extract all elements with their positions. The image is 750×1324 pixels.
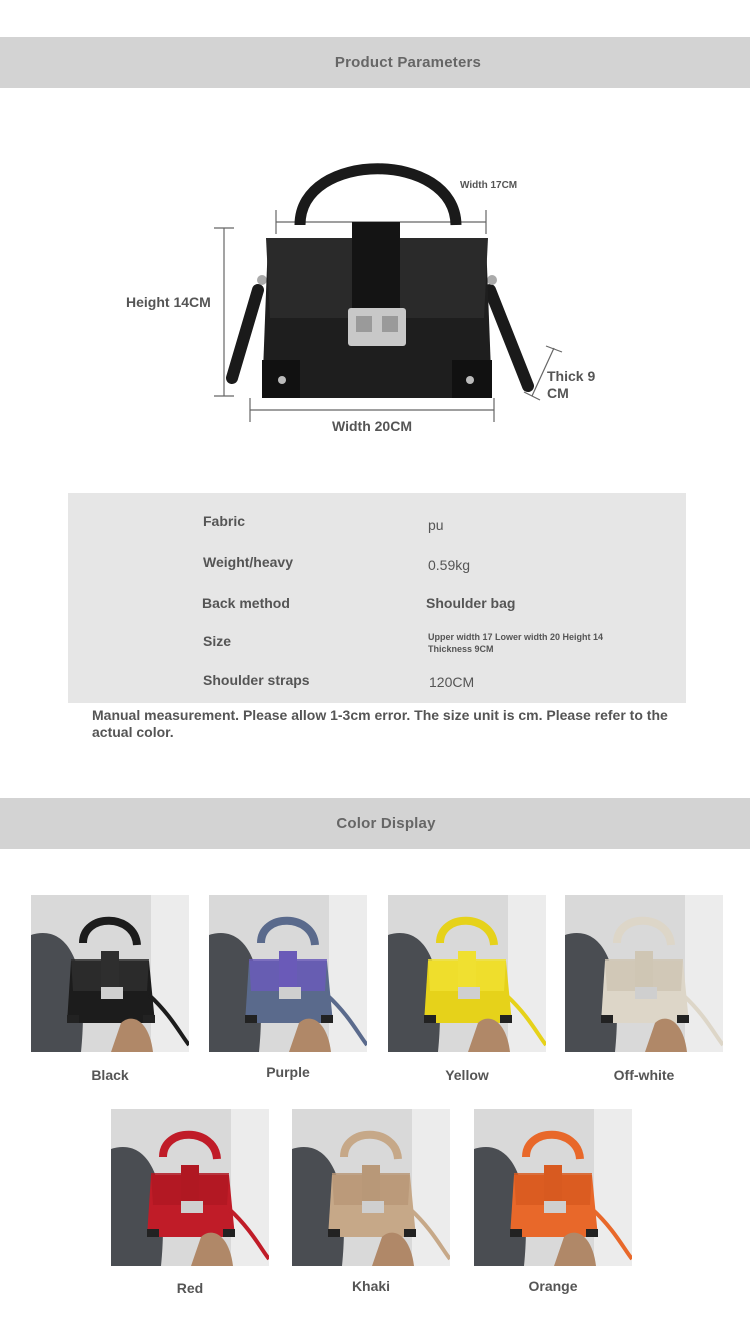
color-swatch-purple[interactable] xyxy=(209,895,367,1052)
param-value-shoulder-straps: 120CM xyxy=(429,674,475,690)
measurement-note: Manual measurement. Please allow 1-3cm error. The size unit is cm. Please refer to the actual color. xyxy=(92,707,668,740)
thickness-label: Thick 9 CM xyxy=(547,368,596,401)
bag-photo-red xyxy=(111,1109,269,1266)
bag-photo-off-white xyxy=(565,895,723,1052)
bag-dimension-diagram xyxy=(0,0,750,460)
bag-photo-orange xyxy=(474,1109,632,1266)
parameter-table xyxy=(68,493,686,703)
color-label-yellow: Yellow xyxy=(445,1067,489,1083)
color-label-khaki: Khaki xyxy=(351,1278,391,1294)
param-value-size: Upper width 17 Lower width 20 Height 14 Thickness 9CM xyxy=(428,632,604,654)
param-key-shoulder-straps: Shoulder straps xyxy=(203,672,310,688)
black-bag-illustration xyxy=(232,169,528,398)
param-value-weight: 0.59kg xyxy=(428,557,471,573)
bag-photo-black xyxy=(31,895,189,1052)
color-label-black: Black xyxy=(91,1067,129,1083)
param-key-fabric: Fabric xyxy=(203,513,246,529)
color-display-title: Color Display xyxy=(336,815,436,832)
param-key-back-method: Back method xyxy=(202,595,290,611)
bag-photo-purple xyxy=(209,895,367,1052)
color-label-off-white: Off-white xyxy=(613,1067,675,1083)
upper-width-label: Width 17CM xyxy=(460,180,518,191)
color-display-banner xyxy=(0,798,750,849)
height-label: Height 14CM xyxy=(126,294,211,310)
color-label-orange: Orange xyxy=(528,1278,578,1294)
param-value-fabric: pu xyxy=(428,517,444,533)
color-swatch-yellow[interactable] xyxy=(388,895,546,1052)
color-swatch-orange[interactable] xyxy=(474,1109,632,1266)
color-swatch-red[interactable] xyxy=(111,1109,269,1266)
color-swatch-khaki[interactable] xyxy=(292,1109,450,1266)
color-swatch-off-white[interactable] xyxy=(565,895,723,1052)
param-key-weight: Weight/heavy xyxy=(203,554,293,570)
param-value-back-method: Shoulder bag xyxy=(426,595,516,611)
bag-photo-khaki xyxy=(292,1109,450,1266)
lower-width-label: Width 20CM xyxy=(332,418,412,434)
product-parameters-title: Product Parameters xyxy=(334,54,482,71)
param-key-size: Size xyxy=(203,633,232,649)
color-swatch-black[interactable] xyxy=(31,895,189,1052)
color-label-red: Red xyxy=(176,1280,204,1296)
bag-photo-yellow xyxy=(388,895,546,1052)
color-label-purple: Purple xyxy=(266,1064,310,1080)
